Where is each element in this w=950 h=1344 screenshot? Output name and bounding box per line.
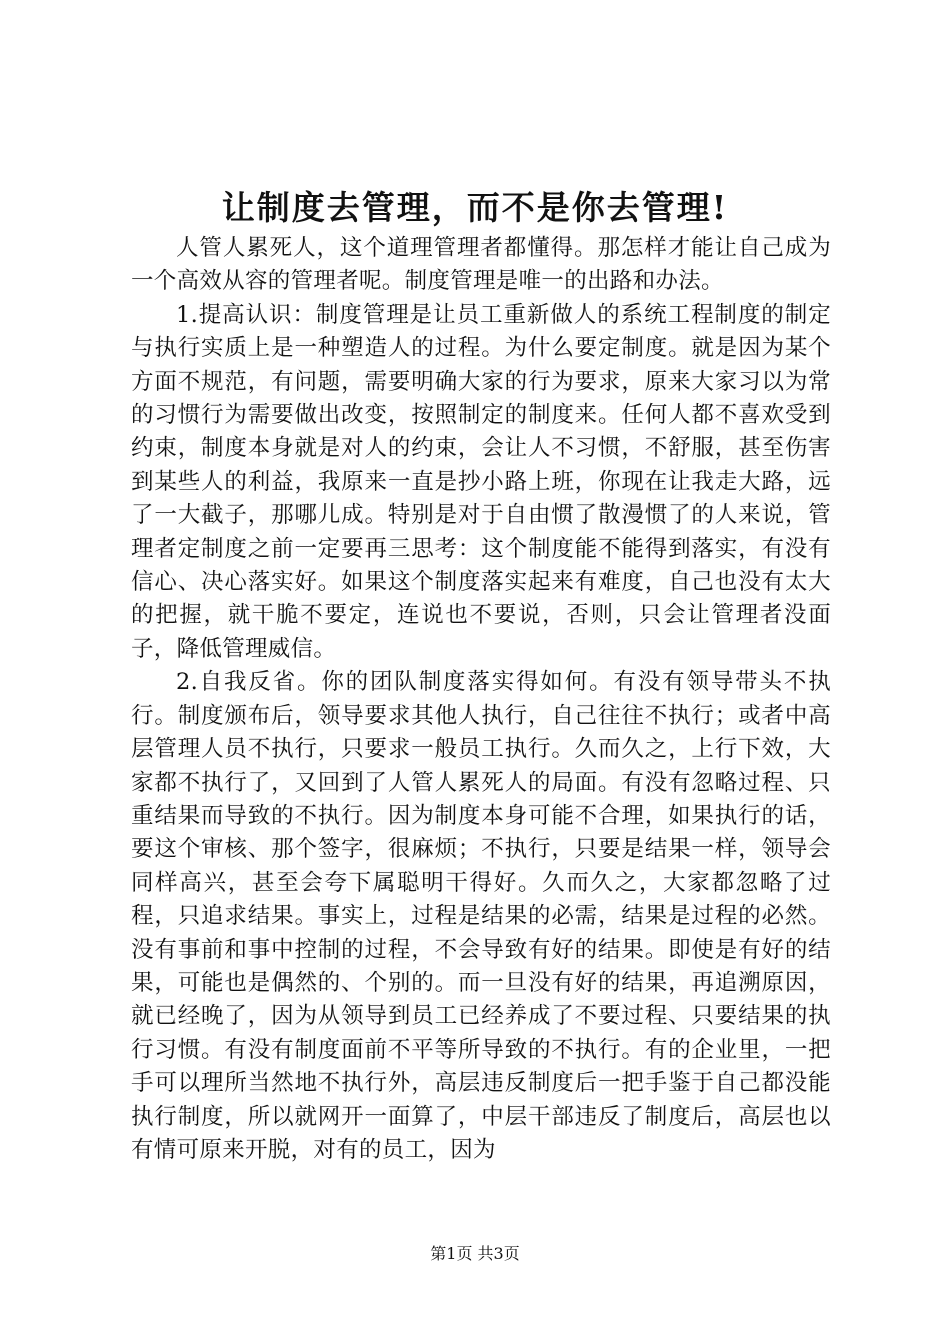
paragraph-raise-awareness: 1.提高认识：制度管理是让员工重新做人的系统工程制度的制定与执行实质上是一种塑造人的过程。为什么要定制度。就是因为某个方面不规范，有问题，需要明确大家的行为要求，原来大家习以为常的习惯行为需要做出改变，按照制定的制度来。任何人都不喜欢受到约束，制度本身就是对人的约束，会让人不习惯，不舒服，甚至伤害到某些人的利益，我原来一直是抄小路上班，你现在让我走大路，远了一大截子，那哪儿成。特别是对于自由惯了散漫惯了的人来说，管理者定制度之前一定要再三思考：这个制度能不能得到落实，有没有信心、决心落实好。如果这个制度落实起来有难度，自己也没有太大的把握，就干脆不要定，连说也不要说，否则，只会让管理者没面子，降低管理威信。: [131, 301, 831, 662]
document-title: 让制度去管理，而不是你去管理!: [221, 188, 729, 227]
document-body: [131, 232, 831, 1167]
paragraph-self-reflection: 2.自我反省。你的团队制度落实得如何。有没有领导带头不执行。制度颁布后，领导要求其他人执行，自己往往不执行；或者中高层管理人员不执行，只要求一般员工执行。久而久之，上行下效，大家都不执行了，又回到了人管人累死人的局面。有没有忽略过程、只重结果而导致的不执行。因为制度本身可能不合理，如果执行的话，要这个审核、那个签字，很麻烦；不执行，只要是结果一样，领导会同样高兴，甚至会夸下属聪明干得好。久而久之，大家都忽略了过程，只追求结果。事实上，过程是结果的必需，结果是过程的必然。没有事前和事中控制的过程，不会导致有好的结果。即使是有好的结果，可能也是偶然的、个别的。而一旦没有好的结果，再追溯原因，就已经晚了，因为从领导到员工已经养成了不要过程、只要结果的执行习惯。有没有制度面前不平等所导致的不执行。有的企业里，一把手可以理所当然地不执行外，高层违反制度后一把手鉴于自己都没能执行制度，所以就网开一面算了，中层干部违反了制度后，高层也以有情可原来开脱，对有的员工，因为: [131, 669, 831, 1163]
paragraph-intro: 人管人累死人，这个道理管理者都懂得。那怎样才能让自己成为一个高效从容的管理者呢。制度管理是唯一的出路和办法。: [131, 235, 831, 295]
page-footer: 第1页 共3页: [430, 1244, 520, 1263]
